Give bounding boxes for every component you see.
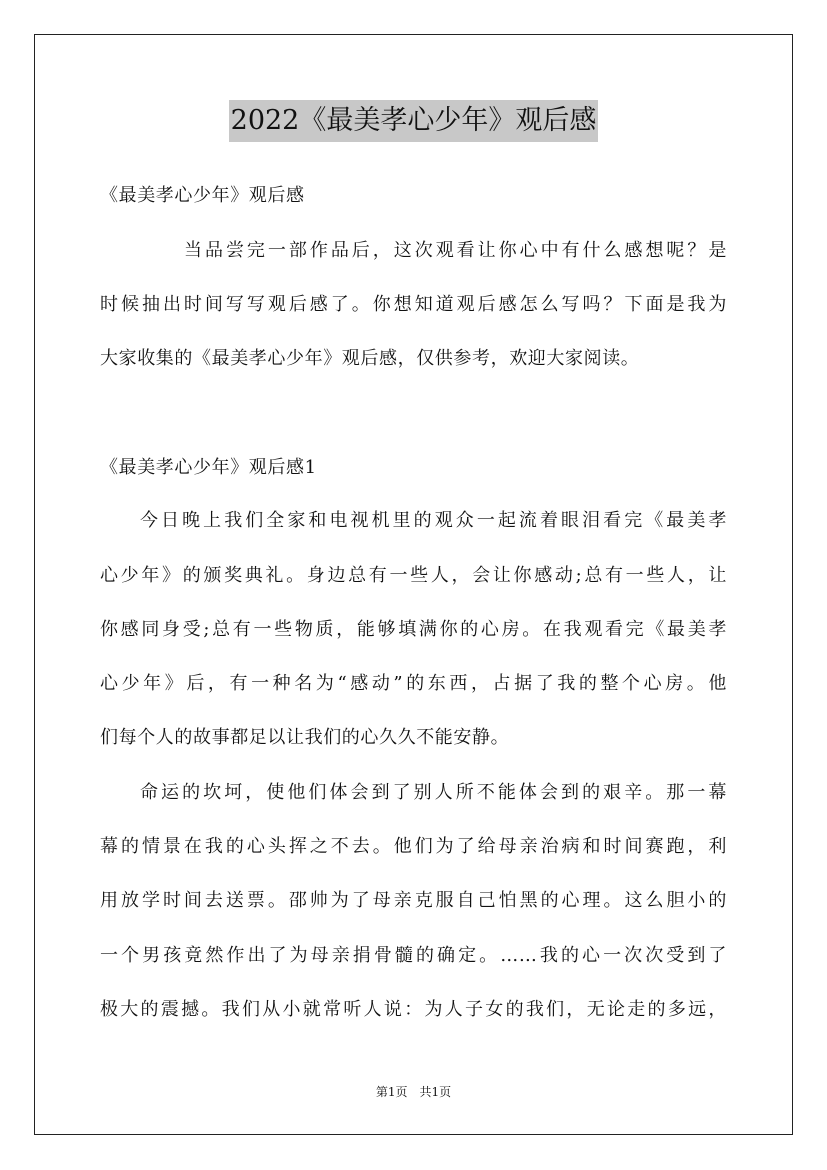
para1-line-1: 今日晚上我们全家和电视机里的观众一起流着眼泪看完《最美孝: [140, 510, 727, 531]
para1-line-5: 们每个人的故事都足以让我们的心久久不能安静。: [100, 727, 510, 748]
section1-heading: 《最美孝心少年》观后感1: [100, 457, 317, 478]
intro-subtitle: 《最美孝心少年》观后感: [100, 185, 305, 206]
para2-line-3: 用放学时间去送票。邵帅为了母亲克服自己怕黑的心理。这么胆小的: [100, 890, 727, 911]
intro-line-2: 时候抽出时间写写观后感了。你想知道观后感怎么写吗？下面是我为: [100, 294, 727, 315]
para1-line-4: 心少年》后，有一种名为“感动”的东西，占据了我的整个心房。他: [100, 673, 727, 694]
para2-line-2: 幕的情景在我的心头挥之不去。他们为了给母亲治病和时间赛跑，利: [100, 836, 727, 857]
title-container: [0, 100, 827, 142]
document-title: 2022《最美孝心少年》观后感: [229, 100, 599, 142]
intro-line-3: 大家收集的《最美孝心少年》观后感，仅供参考，欢迎大家阅读。: [100, 348, 640, 369]
para1-line-2: 心少年》的颁奖典礼。身边总有一些人，会让你感动;总有一些人，让: [100, 565, 727, 586]
para2-line-4: 一个男孩竟然作出了为母亲捐骨髓的确定。……我的心一次次受到了: [100, 945, 727, 966]
para1-line-3: 你感同身受;总有一些物质，能够填满你的心房。在我观看完《最美孝: [100, 619, 727, 640]
para2-line-5: 极大的震撼。我们从小就常听人说：为人子女的我们，无论走的多远，: [100, 999, 727, 1020]
intro-line-1: 当品尝完一部作品后，这次观看让你心中有什么感想呢？是: [184, 240, 727, 261]
para2-line-1: 命运的坎坷，使他们体会到了别人所不能体会到的艰辛。那一幕: [140, 782, 727, 803]
page-number-footer: 第1页 共1页: [375, 1085, 452, 1099]
